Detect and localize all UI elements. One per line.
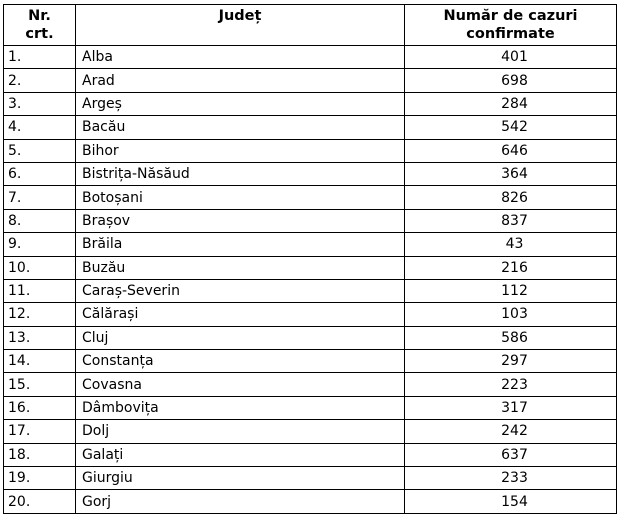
cell-judet: Alba (76, 46, 405, 69)
cell-cazuri: 297 (405, 350, 617, 373)
cell-judet: Galați (76, 443, 405, 466)
table-body (4, 46, 617, 514)
cell-nr-crt: 7. (4, 186, 76, 209)
cell-judet: Argeș (76, 92, 405, 115)
cell-cazuri: 646 (405, 139, 617, 162)
cell-judet: Dolj (76, 420, 405, 443)
cell-judet: Caraș-Severin (76, 279, 405, 302)
cell-judet: Dâmbovița (76, 396, 405, 419)
cell-cazuri: 216 (405, 256, 617, 279)
cell-nr-crt: 20. (4, 490, 76, 513)
cell-judet: Arad (76, 69, 405, 92)
cell-nr-crt: 12. (4, 303, 76, 326)
cell-cazuri: 317 (405, 396, 617, 419)
cell-judet: Călărași (76, 303, 405, 326)
cell-judet: Gorj (76, 490, 405, 513)
cell-nr-crt: 9. (4, 233, 76, 256)
table-row (4, 46, 617, 69)
table-row (4, 396, 617, 419)
cell-nr-crt: 18. (4, 443, 76, 466)
cell-cazuri: 154 (405, 490, 617, 513)
header-nr-line2: crt. (25, 26, 54, 42)
cell-cazuri: 223 (405, 373, 617, 396)
cell-judet: Giurgiu (76, 467, 405, 490)
cell-nr-crt: 8. (4, 209, 76, 232)
cell-judet: Bihor (76, 139, 405, 162)
header-row (4, 5, 617, 46)
table-row (4, 209, 617, 232)
cell-nr-crt: 2. (4, 69, 76, 92)
table-row (4, 139, 617, 162)
cell-judet: Botoșani (76, 186, 405, 209)
cell-cazuri: 233 (405, 467, 617, 490)
cell-judet: Buzău (76, 256, 405, 279)
table-row (4, 326, 617, 349)
cell-cazuri: 837 (405, 209, 617, 232)
header-nr-crt (4, 5, 76, 46)
table-row (4, 303, 617, 326)
table-row (4, 116, 617, 139)
cell-judet: Covasna (76, 373, 405, 396)
cell-cazuri: 637 (405, 443, 617, 466)
table-row (4, 162, 617, 185)
cell-nr-crt: 3. (4, 92, 76, 115)
table-row (4, 186, 617, 209)
table-row (4, 92, 617, 115)
cell-judet: Brăila (76, 233, 405, 256)
table-row (4, 490, 617, 513)
table-row (4, 69, 617, 92)
cell-cazuri: 542 (405, 116, 617, 139)
cell-judet: Bistrița-Năsăud (76, 162, 405, 185)
cell-cazuri: 401 (405, 46, 617, 69)
cell-judet: Constanța (76, 350, 405, 373)
header-judet (76, 5, 405, 46)
cell-nr-crt: 5. (4, 139, 76, 162)
table-row (4, 467, 617, 490)
header-nr-line1: Nr. (28, 8, 51, 24)
table-row (4, 256, 617, 279)
table-row (4, 420, 617, 443)
cell-nr-crt: 19. (4, 467, 76, 490)
cell-nr-crt: 4. (4, 116, 76, 139)
header-cazuri (405, 5, 617, 46)
table-row (4, 233, 617, 256)
header-cazuri-line2: confirmate (466, 26, 555, 42)
cell-cazuri: 103 (405, 303, 617, 326)
cell-cazuri: 698 (405, 69, 617, 92)
cell-judet: Bacău (76, 116, 405, 139)
table-row (4, 373, 617, 396)
table-row (4, 279, 617, 302)
cell-cazuri: 364 (405, 162, 617, 185)
header-judet-label: Județ (218, 8, 262, 24)
cases-table-container (3, 4, 616, 514)
table-row (4, 350, 617, 373)
cell-nr-crt: 10. (4, 256, 76, 279)
cell-cazuri: 284 (405, 92, 617, 115)
table-row (4, 443, 617, 466)
header-cazuri-line1: Număr de cazuri (443, 8, 578, 24)
cell-nr-crt: 11. (4, 279, 76, 302)
cell-nr-crt: 1. (4, 46, 76, 69)
cell-nr-crt: 13. (4, 326, 76, 349)
table-header (4, 5, 617, 46)
cell-nr-crt: 15. (4, 373, 76, 396)
cell-cazuri: 112 (405, 279, 617, 302)
cell-judet: Cluj (76, 326, 405, 349)
cell-nr-crt: 16. (4, 396, 76, 419)
cell-cazuri: 43 (405, 233, 617, 256)
cell-nr-crt: 17. (4, 420, 76, 443)
cell-cazuri: 826 (405, 186, 617, 209)
cell-cazuri: 586 (405, 326, 617, 349)
cell-nr-crt: 14. (4, 350, 76, 373)
cell-judet: Brașov (76, 209, 405, 232)
cell-cazuri: 242 (405, 420, 617, 443)
cell-nr-crt: 6. (4, 162, 76, 185)
cases-by-county-table (3, 4, 617, 514)
